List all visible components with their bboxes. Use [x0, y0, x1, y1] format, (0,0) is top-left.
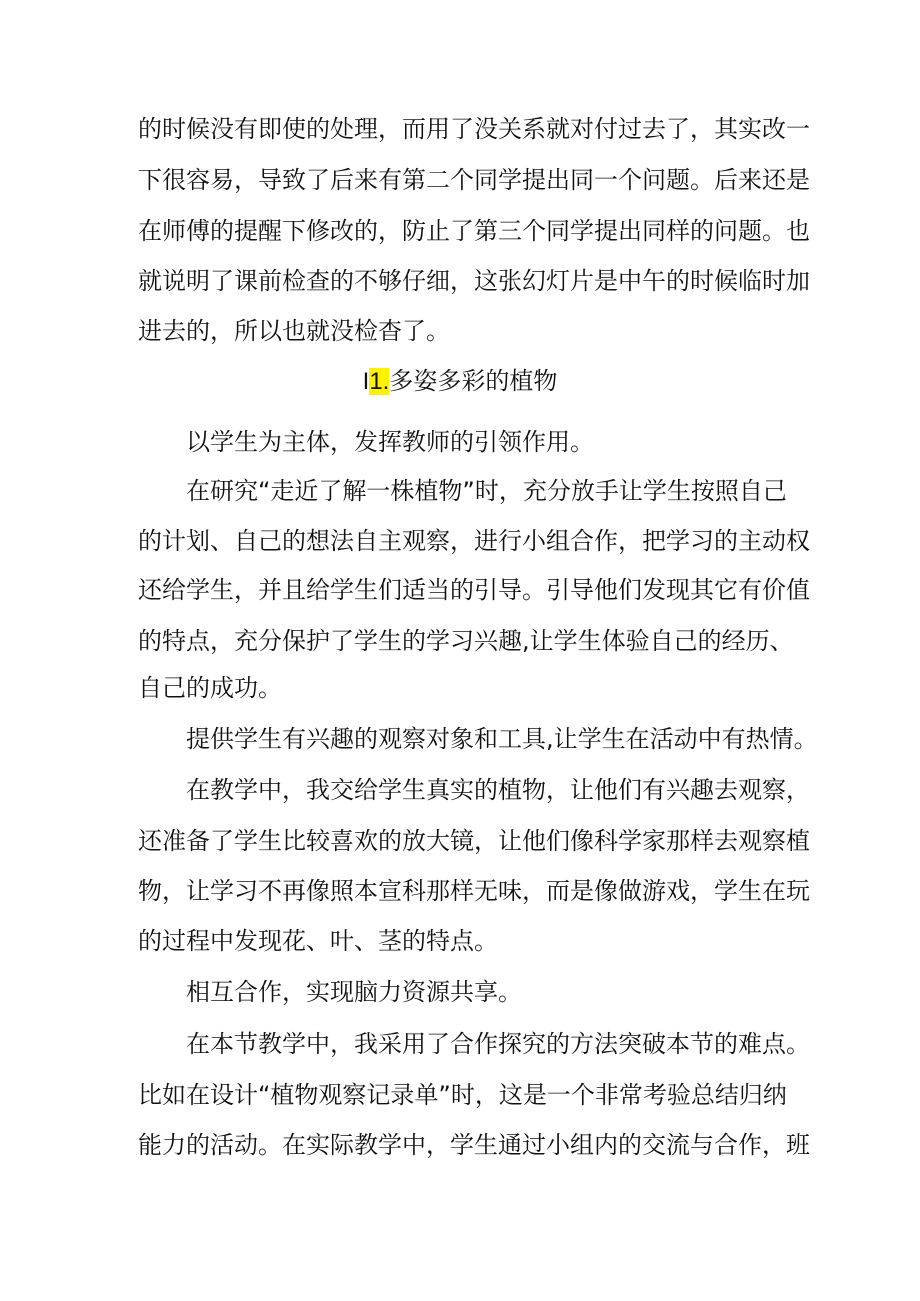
text-line: 自己的成功。: [138, 674, 282, 702]
text-line: 的时候没有即使的处理，而用了没关系就对付过去了，其实改一: [138, 115, 810, 143]
text-line: 进去的，所以也就没检杳了。: [138, 317, 450, 345]
text-line: 在研究“走近了解一株植物”时，充分放手让学生按照自己: [186, 477, 787, 505]
text-line: 还给学生，并且给学生们适当的引导。引导他们发现其它有价值: [138, 576, 810, 604]
heading-number: 1.: [369, 368, 390, 395]
text-line: 在本节教学中，我采用了合作探究的方法突破本节的难点。: [186, 1030, 810, 1058]
text-line: 比如在设计“植物观察记录单”时，这是一个非常考验总结归纳: [138, 1081, 787, 1109]
section-heading: [0, 366, 920, 397]
heading-prefix: I: [362, 368, 370, 395]
text-line: 相互合作，实现脑力资源共享。: [186, 978, 522, 1006]
text-line: 的特点，充分保护了学生的学习兴趣,让学生体验自己的经历、: [138, 627, 794, 655]
heading-title: 多姿多彩的植物: [389, 367, 558, 395]
text-line: 的过程中发现花、叶、茎的特点。: [138, 927, 498, 955]
text-line: 还准备了学生比较喜欢的放大镜，让他们像科学家那样去观察植: [138, 827, 810, 855]
text-line: 以学生为主体，发挥教师的引领作用。: [186, 428, 594, 456]
text-line: 就说明了课前检查的不够仔细，这张幻灯片是中午的时候临时加: [138, 267, 810, 295]
text-line: 物，让学习不再像照本宣科那样无味，而是像做游戏，学生在玩: [138, 877, 810, 905]
text-line: 下很容易，导致了后来有第二个同学提出同一个问题。后来还是: [138, 166, 810, 194]
text-line: 的计划、自己的想法自主观察，进行小组合作，把学习的主动权: [138, 527, 810, 555]
text-line: 在教学中，我交给学生真实的植物，让他们有兴趣去观察，: [186, 776, 810, 804]
text-line: 能力的活动。在实际教学中，学生通过小组内的交流与合作，班: [138, 1131, 810, 1159]
text-line: 在师傅的提醒下修改的，防止了第三个同学提出同样的问题。也: [138, 217, 810, 245]
text-line: 提供学生有兴趣的观察对象和工具,让学生在活动中有热情。: [186, 725, 818, 753]
